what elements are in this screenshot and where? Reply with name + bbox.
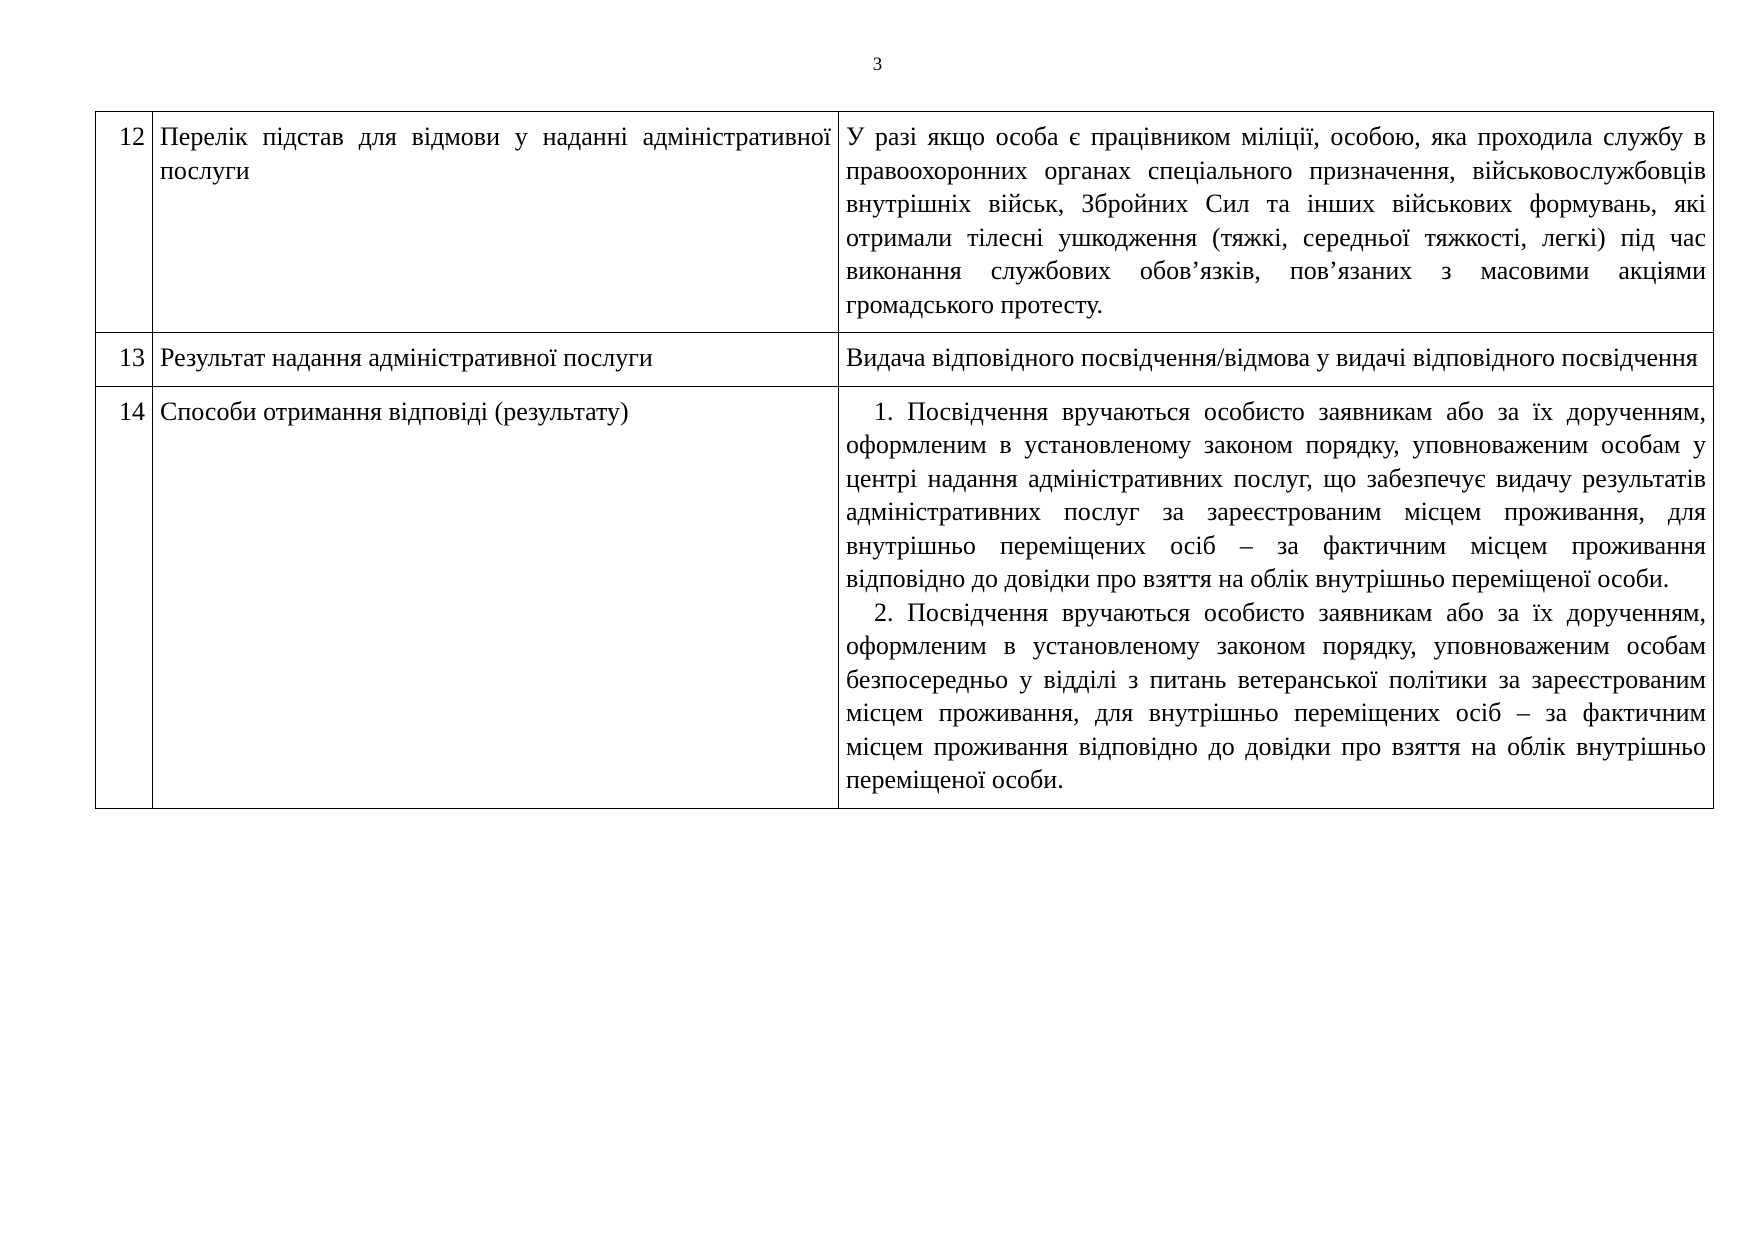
row-title: Перелік підстав для відмови у наданні адміністративної послуги [153, 112, 839, 333]
table-row [96, 386, 1714, 808]
content-paragraph: 2. Посвідчення вручаються особисто заявникам або за їх дорученням, оформленим в установленому законом порядку, уповноваженим особам безпосередньо у відділі з питань ветеранської політики за зареєстрованим місцем проживання, для внутрішньо переміщених осіб – за фактичним місцем проживання відповідно до довідки про взяття на облік внутрішньо переміщеної особи. [846, 597, 1706, 794]
row-number: 14 [96, 386, 153, 808]
table-row [96, 112, 1714, 333]
table-row [96, 333, 1714, 387]
service-info-table [95, 111, 1714, 809]
row-title: Способи отримання відповіді (результату) [153, 386, 839, 808]
row-content [839, 386, 1714, 808]
content-paragraph: 1. Посвідчення вручаються особисто заявникам або за їх дорученням, оформленим в установленому законом порядку, уповноваженим особам у центрі надання адміністративних послуг, що забезпечує видачу результатів адміністративних послуг за зареєстрованим місцем проживання, для внутрішньо переміщених осіб – за фактичним місцем проживання відповідно до довідки про взяття на облік внутрішньо переміщеної особи. [846, 396, 1706, 593]
row-title: Результат надання адміністративної послуги [153, 333, 839, 387]
row-number: 12 [96, 112, 153, 333]
row-number: 13 [96, 333, 153, 387]
page-number: 3 [872, 54, 883, 75]
row-content: Видача відповідного посвідчення/відмова у видачі відповідного посвідчення [839, 333, 1714, 387]
row-content: У разі якщо особа є працівником міліції, особою, яка проходила службу в правоохоронних органах спеціального призначення, військовослужбовців внутрішніх військ, Збройних Сил та інших військових формувань, які отримали тілесні ушкодження (тяжкі, середньої тяжкості, легкі) під час виконання службових обов’язків, пов’язаних з масовими акціями громадського протесту. [839, 112, 1714, 333]
